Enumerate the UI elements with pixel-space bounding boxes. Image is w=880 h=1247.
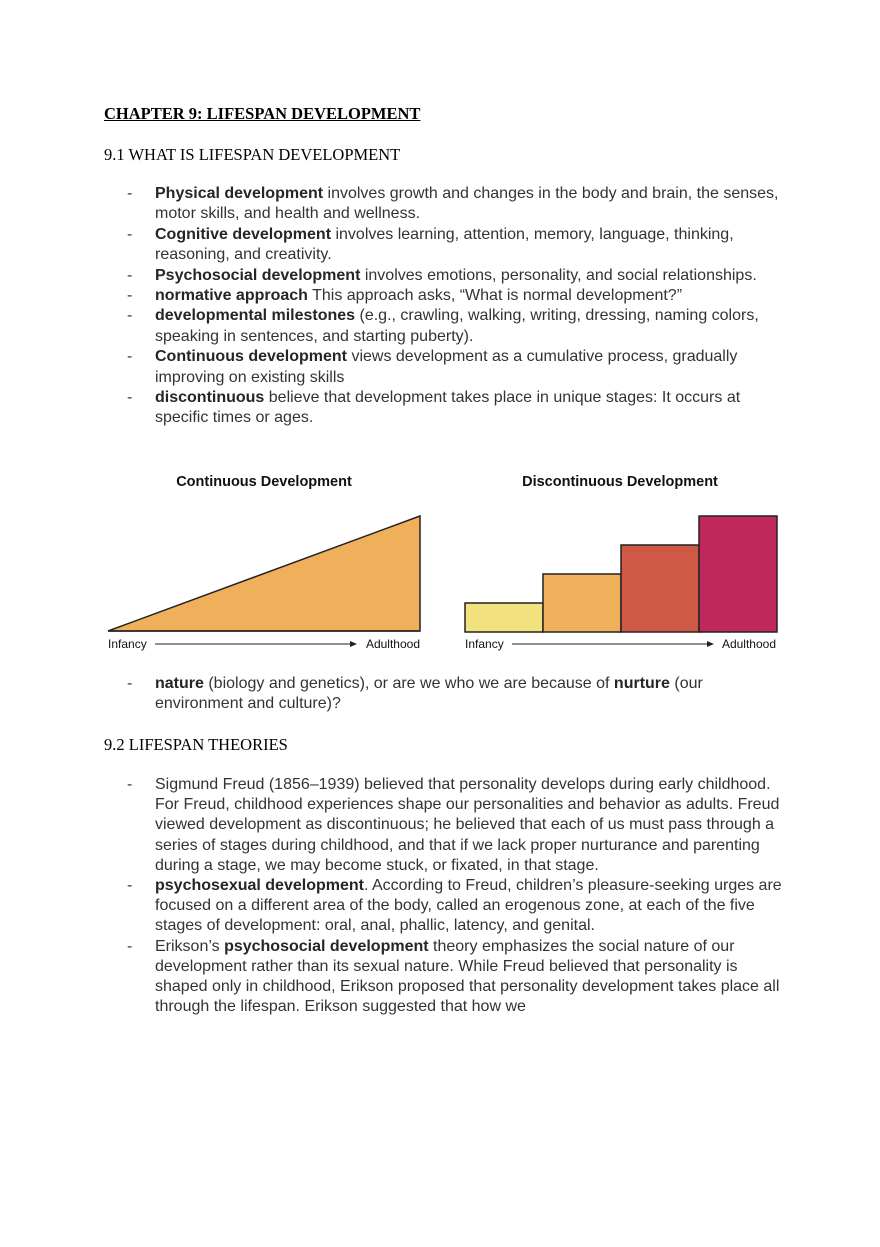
list-item: - Psychosocial development involves emotions, personality, and social relationships. bbox=[127, 266, 757, 284]
continuous-start-label: Infancy bbox=[108, 637, 147, 651]
discontinuous-steps bbox=[465, 516, 777, 632]
discontinuous-end-label: Adulthood bbox=[721, 637, 776, 651]
section-heading-9-1: 9.1 WHAT IS LIFESPAN DEVELOPMENT bbox=[104, 145, 401, 164]
development-figure bbox=[100, 464, 790, 659]
discontinuous-arrowhead bbox=[707, 641, 714, 647]
list-item: - nature (biology and genetics), or are we who we are because of nurture (our environment and culture)? bbox=[127, 675, 703, 713]
list-item: - Sigmund Freud (1856–1939) believed that personality develops during early childhood. For Freud, childhood experiences shape our personalities and behavior as adults. Freud viewed development as discontinuous; he believed that each of us must pass through a series of stages during childhood, and that if we lack proper nurturance and parenting during a stage, we may become stuck, or fixated, in that stage. bbox=[127, 776, 780, 874]
nature-nurture-list bbox=[0, 674, 880, 715]
section-heading-9-2: 9.2 LIFESPAN THEORIES bbox=[104, 735, 288, 754]
discontinuous-title: Discontinuous Development bbox=[522, 474, 718, 490]
continuous-ramp bbox=[108, 516, 420, 631]
list-item: - Cognitive development involves learning, attention, memory, language, thinking, reasoning, and creativity. bbox=[127, 225, 734, 264]
discontinuous-start-label: Infancy bbox=[465, 637, 504, 651]
step-bar-1 bbox=[465, 603, 543, 632]
list-item: - discontinuous believe that development takes place in unique stages: It occurs at specific times or ages. bbox=[127, 389, 741, 427]
step-bar-2 bbox=[543, 574, 621, 632]
definitions-list bbox=[0, 184, 880, 429]
continuous-arrowhead bbox=[350, 641, 357, 647]
list-item: - developmental milestones (e.g., crawling, walking, writing, dressing, naming colors, speaking in sentences, and starting puberty). bbox=[127, 307, 759, 345]
continuous-end-label: Adulthood bbox=[365, 637, 420, 651]
list-item: - Continuous development views development as a cumulative process, gradually improving on existing skills bbox=[127, 348, 738, 386]
list-item: - psychosexual development. According to Freud, children’s pleasure-seeking urges are focused on a different area of the body, called an erogenous zone, at each of the five stages of development: oral, anal, phallic, latency, and genital. bbox=[127, 877, 782, 935]
continuous-title: Continuous Development bbox=[176, 474, 352, 490]
theories-list bbox=[0, 775, 880, 1017]
list-item: - Erikson’s psychosocial development theory emphasizes the social nature of our development rather than its sexual nature. While Freud believed that personality is shaped only in childhood, Erikson proposed that personality development takes place all through the lifespan. Erikson suggested that how we bbox=[127, 937, 780, 1016]
list-item: - normative approach This approach asks, “What is normal development?” bbox=[127, 287, 683, 305]
list-item: - Physical development involves growth and changes in the body and brain, the senses, motor skills, and health and wellness. bbox=[127, 185, 779, 223]
step-bar-3 bbox=[621, 545, 699, 632]
step-bar-4 bbox=[699, 516, 777, 632]
chapter-title: CHAPTER 9: LIFESPAN DEVELOPMENT bbox=[104, 104, 421, 123]
